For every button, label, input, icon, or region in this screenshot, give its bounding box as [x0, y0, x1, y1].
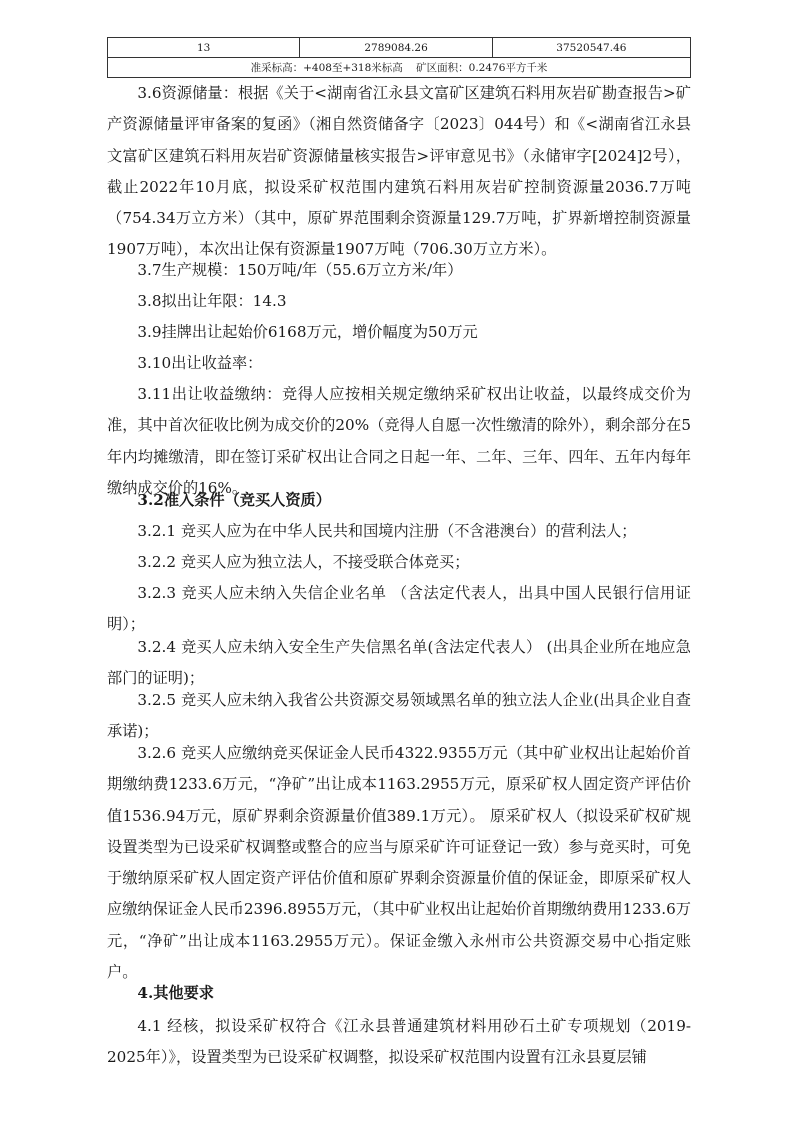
section-3-11-revenue-payment: 3.11出让收益缴纳：竞得人应按相关规定缴纳采矿权出让收益，以最终成交价为准，其中首次征收比例为成交价的20%（竞得人自愿一次性缴清的除外），剩余部分在5年内均摊缴清，即在签订采矿权出让合同之日起一年、二年、三年、四年、五年内每年缴纳成交价的16%。: [107, 385, 691, 497]
section-3-8-transfer-period: 3.8拟出让年限：14.3: [137, 292, 287, 310]
y-coordinate-cell: 37520547.46: [492, 38, 690, 58]
section-3-2-3: 3.2.3 竞买人应未纳入失信企业名单 （含法定代表人，出具中国人民银行信用证明）；: [107, 584, 691, 634]
x-coordinate-cell: 2789084.26: [300, 38, 492, 58]
section-3-2-2: 3.2.2 竞买人应为独立法人，不接受联合体竞买；: [137, 553, 470, 571]
section-3-2-6-deposit: 3.2.6 竞买人应缴纳竞买保证金人民币4322.9355万元（其中矿业权出让起始价首期缴纳费1233.6万元，“净矿”出让成本1163.2955万元，原采矿权人固定资产评估价值1536.94万元，原矿界剩余资源量价值389.1万元）。 原采矿权人（拟设采矿权矿规设置类型为已设采矿权调整或整合的应当与原采矿许可证登记一致）参与竞买时，可免于缴纳原采矿权人固定资产评估价值和原矿界剩余资源量价值的保证金，即原采矿权人应缴纳保证金人民币2396.8955万元，（其中矿业权出让起始价首期缴纳费用1233.6万元，“净矿”出让成本1163.2955万元）。保证金缴入永州市公共资源交易中心指定账户。: [107, 744, 691, 982]
elevation-area-note: 准采标高：+408至+318米标高 矿区面积：0.2476平方千米: [108, 58, 691, 78]
table-row: [108, 38, 691, 58]
section-3-9-starting-price: 3.9挂牌出让起始价6168万元，增价幅度为50万元: [137, 323, 478, 341]
section-4-1: 4.1 经核，拟设采矿权符合《江永县普通建筑材料用砂石土矿专项规划（2019-2025年）》，设置类型为已设采矿权调整，拟设采矿权范围内设置有江永县夏层铺: [107, 1017, 691, 1067]
section-3-2-heading: 3.2准入条件（竞买人资质）: [137, 491, 331, 509]
section-3-2-4: 3.2.4 竞买人应未纳入安全生产失信黑名单(含法定代表人） (出具企业所在地应急部门的证明)；: [107, 638, 691, 688]
section-4-heading: 4.其他要求: [137, 984, 214, 1002]
coordinate-table: [107, 37, 691, 78]
point-number-cell: 13: [108, 38, 300, 58]
section-3-2-1: 3.2.1 竞买人应为在中华人民共和国境内注册（不含港澳台）的营利法人；: [137, 522, 637, 540]
section-3-7-production-scale: 3.7生产规模：150万吨/年（55.6万立方米/年）: [137, 261, 463, 279]
section-3-6-resource-reserves: 3.6资源储量：根据《关于<湖南省江永县文富矿区建筑石料用灰岩矿勘查报告>矿产资源储量评审备案的复函》（湘自然资储备字〔2023〕044号）和《<湖南省江永县文富矿区建筑石料用灰岩矿资源储量核实报告>评审意见书》（永储审字[2024]2号），截止2022年10月底，拟设采矿权范围内建筑石料用灰岩矿控制资源量2036.7万吨（754.34万立方米）（其中，原矿界范围剩余资源量129.7万吨，扩界新增控制资源量1907万吨），本次出让保有资源量1907万吨（706.30万立方米）。: [107, 84, 691, 259]
table-footer-row: [108, 58, 691, 78]
section-3-2-5: 3.2.5 竞买人应未纳入我省公共资源交易领域黑名单的独立法人企业(出具企业自查承诺)；: [107, 691, 691, 741]
section-3-10-revenue-rate: 3.10出让收益率：: [137, 354, 263, 372]
